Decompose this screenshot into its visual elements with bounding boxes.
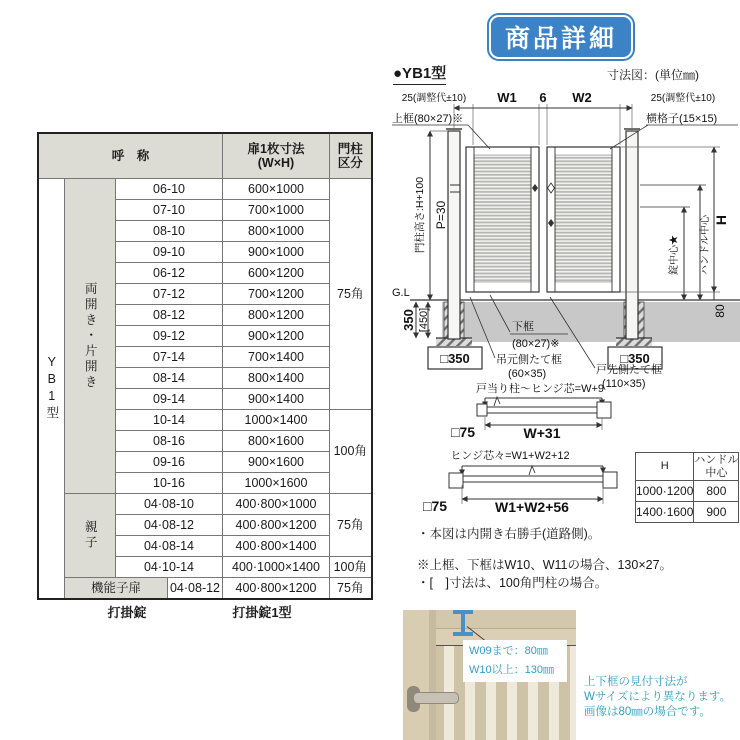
door-right-louvers (555, 155, 612, 282)
row-size: 700×1000 (223, 200, 330, 221)
label-bottom-rail: 下框 (512, 321, 534, 333)
col-header-post-line1: 門柱 (337, 141, 363, 156)
row-name: 08-12 (116, 305, 223, 326)
table-row (38, 179, 372, 200)
label-bottom-rail-size: (80×27)※ (512, 338, 560, 350)
plan-double-width: W1+W2+56 (495, 499, 569, 515)
col-header-size (223, 133, 330, 179)
plan-double-label: ヒンジ芯々=W1+W2+12 (450, 450, 570, 462)
label-hinge-stile-size: (60×35) (508, 368, 547, 380)
photo-hinge-bar (429, 610, 436, 740)
row-size: 700×1200 (223, 284, 330, 305)
handle-col-center-line2: 中心 (705, 466, 728, 479)
spec-header-row (38, 133, 372, 179)
label-embed-depth-alt: [450] (418, 307, 430, 333)
group-double-single-text: 両開き・片開き (83, 281, 98, 391)
kubun-75: 75角 (330, 179, 372, 410)
dim-w2: W2 (572, 90, 592, 105)
col-header-post (330, 133, 372, 179)
handle-col-h: H (636, 453, 694, 481)
note-rail-size: ※上框、下框はW10、W11の場合、130×27。 (417, 558, 673, 572)
row-size: 600×1200 (223, 263, 330, 284)
plan-double-right-post (603, 472, 617, 488)
handle-row-center: 800 (694, 481, 739, 502)
diagram-unit-caption: 寸法図：(単位㎜) (607, 68, 699, 82)
plan-double-left-post (449, 473, 463, 488)
col-header-size-line2: (W×H) (257, 156, 295, 170)
plan-single-width: W+31 (523, 425, 561, 441)
model-text: YB1型 (44, 355, 59, 422)
dim-w1: W1 (497, 90, 517, 105)
plan-single-hinge-post (477, 404, 487, 416)
plan-double-post-size: □75 (422, 498, 448, 514)
row-size: 400·800×1200 (223, 515, 330, 536)
row-name: 09-16 (116, 452, 223, 473)
label-embed-depth: 350 (401, 309, 416, 331)
row-size: 900×1400 (223, 389, 330, 410)
label-top-rail: 上框(80×27)※ (392, 113, 464, 125)
row-name: 09-12 (116, 326, 223, 347)
label-post-height: 門柱高さ:H+100 (414, 176, 426, 254)
label-height: H (713, 214, 729, 226)
photo-caption (584, 675, 731, 720)
label-footing-left: □350 (440, 351, 470, 366)
row-name: 07-14 (116, 347, 223, 368)
row-size: 900×1000 (223, 242, 330, 263)
row-name: 04·08-12 (168, 578, 223, 600)
row-size: 800×1200 (223, 305, 330, 326)
row-size: 800×1600 (223, 431, 330, 452)
rail-width-marker-cap-top (453, 610, 473, 614)
photo-left-stile (403, 610, 431, 740)
group-function-door: 機能子扉 (65, 578, 168, 600)
gate-photo (403, 610, 576, 740)
label-lock-center: 錠中心★ (669, 235, 680, 275)
swing-arrow-icon (529, 466, 535, 475)
row-name: 08-10 (116, 221, 223, 242)
photo-caption-line3: 画像は80㎜の場合です。 (584, 706, 711, 718)
label-bottom-gap: 80 (713, 304, 727, 318)
spec-table (37, 132, 373, 600)
row-name: 06-12 (116, 263, 223, 284)
plan-single-label: 戸当り柱～ヒンジ芯=W+9 (475, 383, 605, 395)
row-size: 900×1600 (223, 452, 330, 473)
row-name: 09-10 (116, 242, 223, 263)
handle-row-center: 900 (694, 502, 739, 523)
row-size: 400·1000×1400 (223, 557, 330, 578)
plan-single-door-bar (485, 407, 597, 413)
row-name: 04·08-12 (116, 515, 223, 536)
gate-post-left (448, 131, 460, 339)
handle-row-h: 1400·1600 (636, 502, 694, 523)
row-size: 1000×1600 (223, 473, 330, 494)
note-bracket-dimension: ・[ ]寸法は、100角門柱の場合。 (417, 576, 608, 590)
dim-center-gap: 6 (539, 90, 547, 105)
row-size: 800×1000 (223, 221, 330, 242)
handle-col-center (694, 453, 739, 481)
rail-width-note-line2: W10以上：130㎜ (469, 664, 554, 676)
note-opening-direction: ・本図は内開き右勝手(道路側)。 (417, 527, 601, 541)
row-name: 06-10 (116, 179, 223, 200)
row-size: 600×1000 (223, 179, 330, 200)
row-size: 700×1400 (223, 347, 330, 368)
photo-caption-line1: 上下框の見付寸法が (584, 676, 688, 688)
lock-type1-label: 打掛錠1型 (232, 605, 292, 620)
row-size: 800×1400 (223, 368, 330, 389)
label-latch-stile-size: (110×35) (602, 378, 646, 390)
rail-width-note-line1: W09まで：80㎜ (469, 645, 548, 657)
door-left-louvers (474, 155, 531, 282)
diagram-model-label: ●YB1型 (393, 62, 446, 85)
plan-single-post-size: □75 (450, 424, 476, 440)
row-size: 400·800×1000 (223, 494, 330, 515)
ground-band (442, 302, 740, 342)
label-latch-stile: 戸先側たて框 (596, 364, 662, 376)
label-hinge-stile: 吊元側たて框 (496, 354, 562, 366)
lock-type-label: 打掛錠 (107, 605, 147, 620)
label-footing-right: □350 (620, 351, 650, 366)
row-name: 08-14 (116, 368, 223, 389)
row-size: 400·800×1400 (223, 536, 330, 557)
row-name: 04·10-14 (116, 557, 223, 578)
table-row (636, 502, 739, 523)
row-name: 04·08-14 (116, 536, 223, 557)
table-row (636, 481, 739, 502)
plan-single-stop-post (597, 402, 611, 418)
kubun-100: 100角 (330, 410, 372, 494)
row-size: 1000×1400 (223, 410, 330, 431)
table-row (38, 578, 372, 600)
row-name: 07-10 (116, 200, 223, 221)
handle-col-center-line1: ハンドル (694, 454, 739, 467)
kubun-75-3: 75角 (330, 578, 372, 600)
group-parent-child-text: 親子 (83, 520, 98, 551)
rail-width-marker-cap-bottom (453, 632, 473, 636)
photo-handle-lever (413, 692, 459, 704)
kubun-75-2: 75角 (330, 494, 372, 557)
photo-caption-line2: Wサイズにより異なります。 (584, 691, 732, 703)
col-header-post-line2: 区分 (337, 156, 363, 170)
rail-width-note (463, 640, 567, 682)
col-header-name: 呼 称 (38, 133, 223, 179)
row-name: 08-16 (116, 431, 223, 452)
label-ground-level: G.L (392, 287, 410, 299)
dim-adjust-right: 25(調整代±10) (650, 93, 716, 104)
row-name: 04·08-10 (116, 494, 223, 515)
table-row (38, 494, 372, 515)
row-size: 900×1200 (223, 326, 330, 347)
row-name: 09-14 (116, 389, 223, 410)
group-double-single (65, 179, 116, 494)
kubun-100-2: 100角 (330, 557, 372, 578)
row-name: 10-14 (116, 410, 223, 431)
model-cell (38, 179, 65, 600)
gate-post-right (626, 131, 638, 339)
handle-height-table (635, 452, 739, 523)
page-title-text: 商品詳細 (504, 25, 617, 53)
label-cross-bar: 横格子(15×15) (646, 113, 718, 125)
label-pitch: P=30 (434, 200, 448, 230)
plan-double-door-bar (462, 476, 603, 482)
handle-table-header (636, 453, 739, 481)
col-header-size-line1: 扉1枚寸法 (247, 141, 305, 156)
dim-adjust-left: 25(調整代±10) (401, 93, 467, 104)
row-size: 400·800×1200 (223, 578, 330, 600)
row-name: 10-16 (116, 473, 223, 494)
label-handle-center: ハンドル中心 (700, 215, 711, 275)
row-name: 07-12 (116, 284, 223, 305)
page-title (489, 15, 633, 59)
handle-row-h: 1000·1200 (636, 481, 694, 502)
group-parent-child (65, 494, 116, 578)
